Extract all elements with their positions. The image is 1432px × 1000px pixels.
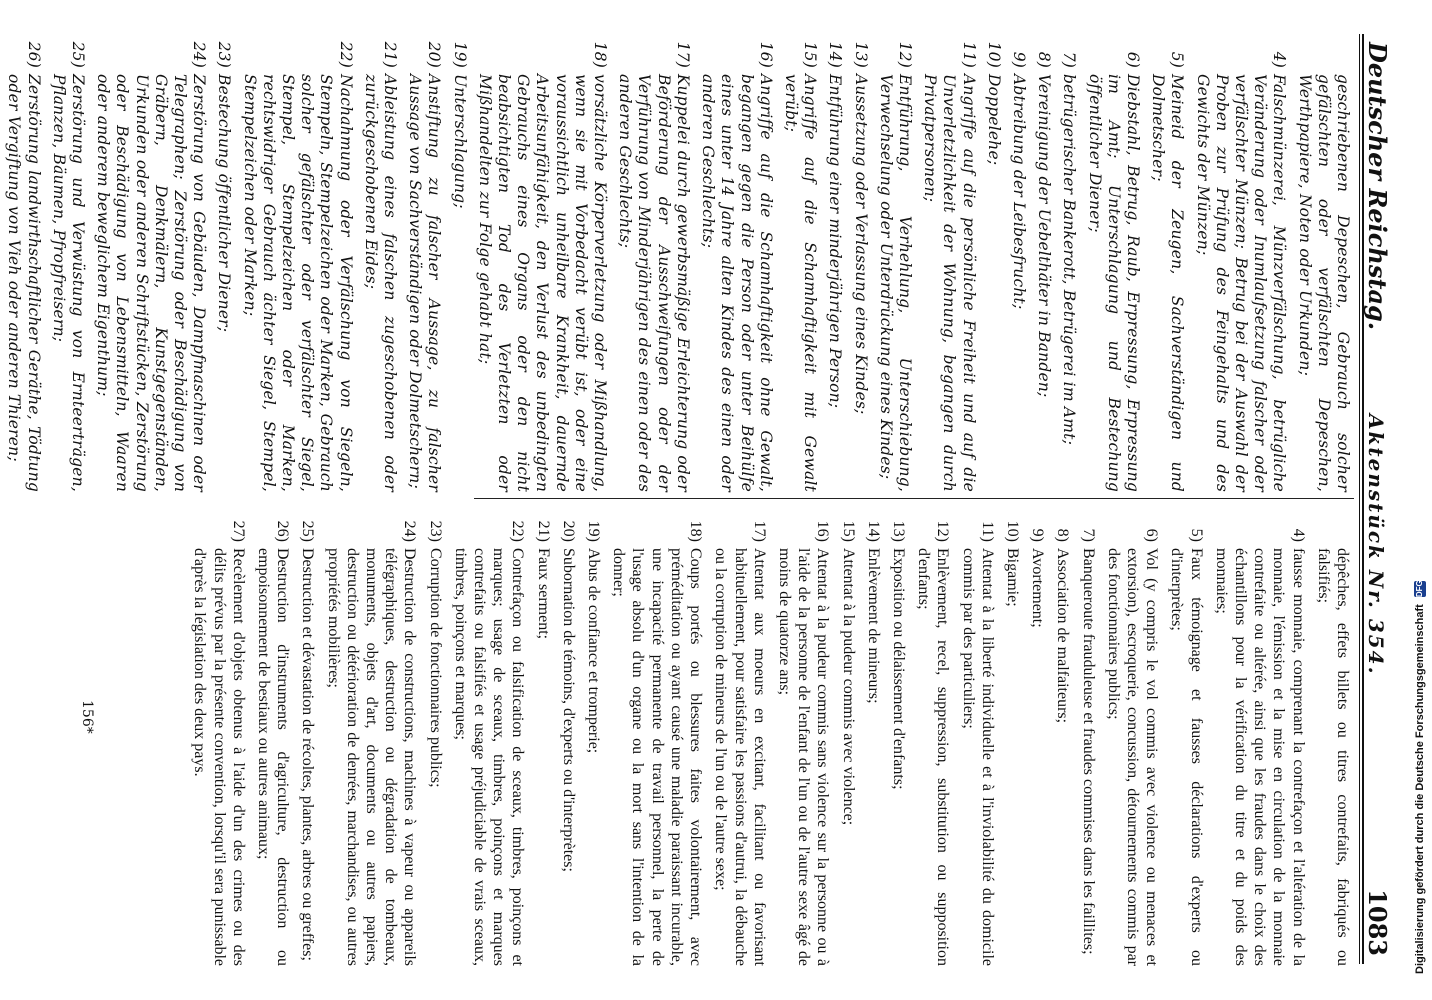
item-number: 23) [215, 41, 234, 68]
item-number: 20) [559, 520, 577, 542]
item-number: 11) [978, 521, 996, 542]
item-number: 6) [1123, 51, 1142, 68]
rotated-sheet [5, 0, 1400, 1000]
item-number: 4) [1270, 51, 1289, 68]
item-number: 19) [585, 520, 603, 542]
item-number: 19) [450, 41, 469, 68]
digitization-text: Digitalisierung gefördert durch die Deutsche Forschungsgemeinschaft [1414, 604, 1426, 974]
item-number: 18) [687, 520, 705, 542]
list-item [711, 514, 769, 966]
list-item [775, 514, 833, 966]
item-text: Abus de confiance et tromperie; [585, 548, 603, 754]
item-number: 17) [673, 41, 692, 68]
item-text: Contrefaçon ou falsification de sceaux, timbres, poinçons et marques; usage de sceaux, timbres, poinçons et marques contrefaits ou falsifiés et usage préjudiciable de vrais sceaux, timbres, poinçons et marques; [451, 548, 527, 966]
item-number: 9) [1009, 51, 1028, 68]
item-number: 12) [934, 520, 952, 542]
item-text: geschriebenen Depeschen, Gebrauch solcher gefälschten oder verfälschten Depeschen, Werthpapiere, Noten oder Urkunden; [1295, 74, 1352, 492]
item-number: 25) [299, 520, 317, 542]
item-text: Zerstörung landwirthschaftlicher Geräthe, Tödtung oder Vergiftung von Vieh oder anderen Thieren; [5, 74, 43, 492]
item-text: Diebstahl, Betrug, Raub, Erpressung, Erpressung im Amt; Unterschlagung und Bestechung öffentlicher Diener; [1085, 74, 1142, 492]
list-item [298, 514, 317, 966]
item-text: Bigamie; [1003, 548, 1021, 607]
item-number: 4) [1289, 528, 1307, 542]
list-item [838, 514, 857, 966]
list-item [49, 40, 87, 492]
list-item [239, 40, 354, 492]
item-number: 16) [814, 520, 832, 542]
french-column [184, 514, 1352, 966]
item-text: Aussetzung oder Verlassung eines Kindes; [851, 74, 870, 415]
item-text: Avortement; [1029, 548, 1047, 628]
list-item [361, 40, 399, 492]
list-item [475, 40, 609, 492]
header-page-number: 1083 [1363, 889, 1392, 956]
list-item [425, 514, 444, 966]
item-number: 15) [839, 520, 857, 542]
item-number: 21) [381, 41, 400, 68]
item-text: Vol (y compris le vol commis avec violence ou menaces et extorsion), escroquerie, concussion, détournements commis par des fonctionnaires publics; [1104, 548, 1161, 966]
item-text: Unterschlagung; [450, 74, 469, 209]
item-number: 22) [336, 41, 355, 68]
signature-mark: 156* [79, 700, 95, 734]
item-number: 8) [1054, 528, 1072, 542]
list-item [1028, 514, 1047, 966]
list-item [615, 40, 692, 492]
item-number: 21) [534, 520, 552, 542]
item-number: 14) [864, 520, 882, 542]
item-text: Destruction de constructions, machines à vapeur ou appareils télégraphiques, destruction ou dégradation de tombeaux, monuments, objets d'art, documents ou autres papiers, destruction ou détérioration de denrées, marchandises, ou autres propriétés mobilières; [324, 548, 419, 966]
item-number: 11) [959, 41, 978, 68]
list-item [1192, 40, 1288, 492]
item-number: 24) [401, 520, 419, 542]
dfg-logo-icon: DFG [1415, 580, 1425, 598]
item-number: 13) [889, 520, 907, 542]
page-header [1363, 34, 1394, 964]
header-rule [1362, 34, 1364, 964]
item-text: Falschmünzerei, Münzverfälschung, betrügliche Veränderung oder Inumlaufsetzung falscher oder verfälschter Münzen; Betrug bei der Auswahl der Proben zur Prüfung des Feingehalts und des Gewichts der Münzen; [1193, 74, 1289, 492]
list-item [190, 514, 248, 966]
item-number: 20) [425, 41, 444, 68]
item-number: 7) [1079, 528, 1097, 542]
item-text: Enlèvement de mineurs; [864, 548, 882, 704]
item-number: 23) [426, 520, 444, 542]
item-text: Angriffe auf die Schamhaftigkeit mit Gewalt verübt; [781, 74, 820, 492]
item-text: dépêches, effets billets ou titres contrefaits, fabriqués ou falsifiés; [1314, 548, 1351, 966]
item-text: Corruption de fonctionnaires publics; [426, 548, 444, 788]
list-item [1167, 514, 1205, 966]
item-number: 10) [984, 41, 1003, 68]
item-text: Zerstörung und Verwüstung von Ernteerträgen, Pflanzen, Bäumen, Pfropfreisern; [49, 74, 88, 492]
column-divider [474, 498, 1354, 499]
list-item [254, 514, 292, 966]
list-item [850, 40, 869, 492]
list-item [1059, 40, 1078, 492]
item-text: Attentat à la liberté individuelle et à l'inviolabilité du domicile commis par des particuliers; [959, 548, 996, 966]
item-text: Faux témoignage et fausses déclarations d'experts ou d'interprètes; [1168, 548, 1205, 966]
item-text: Association de malfaiteurs; [1054, 548, 1072, 724]
list-item [781, 40, 819, 492]
item-text: Doppelehe; [984, 74, 1003, 166]
item-number: 6) [1143, 528, 1161, 542]
item-text: vorsätzliche Körperverletzung oder Mißhandlung, wenn sie mit Vorbedacht verübt ist, oder eine voraussichtlich unheilbare Krankheit, dauernde Arbeitsunfähigkeit, den Verlust des unbedingten Gebrauchs eines Organs oder den nicht beabsichtigten Tod des Verletzten oder Mißhandelten zur Folge gehabt hat; [475, 74, 610, 492]
item-number: 25) [69, 41, 88, 68]
item-text: Entführung, Verhehlung, Unterschiebung, Verwechselung oder Unterdrückung eines Kindes; [876, 74, 914, 492]
item-number: 7) [1060, 51, 1079, 68]
list-item [1212, 514, 1308, 966]
list-item [984, 40, 1003, 492]
header-title: Deutscher Reichstag. [1363, 42, 1392, 331]
list-item [1078, 514, 1097, 966]
item-text: Zerstörung von Gebäuden, Dampfmaschinen oder Telegraphen; Zerstörung oder Beschädigung von Gräbern, Denkmälern, Kunstgegenständen, Urkunden oder anderen Schriftstücken, Zerstörung oder Beschädigung von Lebensmitteln, Waaren oder anderem beweglichem Eigenthum; [94, 74, 209, 492]
item-text: Meineid der Zeugen, Sachverständigen und Dolmetscher; [1149, 74, 1187, 492]
item-number: 26) [24, 41, 43, 68]
list-item [698, 40, 775, 492]
item-text: Bestechung öffentlicher Diener; [215, 74, 234, 333]
list-item [451, 514, 528, 966]
list-item [609, 514, 705, 966]
item-text: Kuppelei durch gewerbsmäßige Erleichterung oder Beförderung der Ausschweifungen oder der Verführung von Minderjährigen des einen oder des anderen Geschlechts; [616, 74, 692, 492]
list-item [1148, 40, 1186, 492]
list-item [449, 40, 468, 492]
item-text: Abtreibung der Leibesfrucht; [1009, 74, 1028, 310]
list-item [914, 514, 952, 966]
item-number: 15) [801, 41, 820, 68]
item-number: 27) [229, 520, 247, 542]
list-item [1034, 40, 1053, 492]
item-text: betrügerischer Bankerott, Betrügerei im Amt; [1060, 74, 1079, 446]
list-item [876, 40, 914, 492]
list-item [4, 40, 42, 492]
item-text: Anstiftung zu falscher Aussage, zu falscher Aussage von Sachverständigen oder Dolmetschern; [406, 74, 444, 492]
digitization-band [1412, 0, 1432, 1000]
list-item [533, 514, 552, 966]
list-item [1104, 514, 1162, 966]
item-number: 26) [274, 520, 292, 542]
item-number: 13) [851, 41, 870, 68]
item-number: 8) [1035, 51, 1054, 68]
item-text: fausse monnaie, comprenant la contrefaçon et l'altération de la monnaie, l'émission et la mise en circulation de la monnaie contrefaite ou altérée, ainsi que les fraudes dans le choix des échantillons pour la vérification du titre et du poids des monnaies; [1212, 548, 1307, 966]
item-number: 5) [1187, 528, 1205, 542]
list-item [1003, 514, 1022, 966]
item-number: 18) [591, 41, 610, 68]
item-text: Angriffe auf die persönliche Freiheit und auf die Unverletzlichkeit der Wohnung, begangen durch Privatpersonen; [921, 74, 978, 492]
item-text: Subornation de témoins, d'experts ou d'interprètes; [559, 548, 577, 872]
item-text: Attentat à la pudeur commis sans violence sur la personne ou à l'aide de la personne de l'enfant de l'un ou de l'autre sexe âgé de moins de quatorze ans; [775, 548, 832, 966]
list-item [1009, 40, 1028, 492]
item-text: Banqueroute frauduleuse et fraudes commises dans les faillites; [1079, 548, 1097, 955]
item-text: Destruction d'instruments d'agriculture, destruction ou empoisonnement de bestiaux ou autres animaux; [255, 548, 292, 966]
item-text: Coups portés ou blessures faites volontairement, avec préméditation ou ayant causé une maladie paraissant incurable, une incapacité permanente de travail personnel, la perte de l'usage absolu d'un organe ou la mort sans l'intention de la donner; [610, 548, 705, 966]
header-rule-thin [1359, 34, 1360, 964]
list-item [864, 514, 883, 966]
item-number: 17) [750, 520, 768, 542]
item-text: Ableistung eines falschen zugeschobenen oder zurückgeschobenen Eides; [361, 74, 400, 492]
item-number: 12) [895, 41, 914, 68]
item-text: Vereinigung der Uebelthäter in Banden; [1035, 74, 1054, 398]
item-text: Nachahmung oder Verfälschung von Siegeln, Stempeln, Stempelzeichen oder Marken, Gebrauch solcher gefälschter oder verfälschter Siegel, Stempel, Stempelzeichen oder Marken, rechtswidriger Gebrauch ächter Siegel, Stempel, Stempelzeichen oder Marken; [240, 74, 355, 492]
item-number: 22) [509, 520, 527, 542]
german-column [0, 40, 1352, 492]
item-text: Enlèvement, recel, suppression, substitution ou supposition d'enfants; [915, 548, 952, 966]
item-number: 24) [190, 41, 209, 68]
list-item [559, 514, 578, 966]
list-item [1314, 514, 1352, 966]
item-text: Exposition ou délaissement d'enfants; [889, 548, 907, 790]
list-item [323, 514, 419, 966]
item-text: Destruction et dévastation de récoltes, plantes, arbres ou greffes; [299, 548, 317, 961]
item-text: Attentat à la pudeur commis avec violence; [839, 548, 857, 826]
digitization-notice [1414, 0, 1432, 974]
item-number: 9) [1029, 528, 1047, 542]
list-item [958, 514, 996, 966]
header-document: Aktenstück Nr. 354. [1364, 414, 1388, 676]
item-text: Attentat aux moeurs en excitant, facilitant ou favorisant habituellement, pour satisfaire les passions d'autrui, la débauche ou la corruption de mineurs de l'un ou de l'autre sexe; [712, 548, 768, 966]
item-text: Faux serment; [534, 548, 552, 640]
list-item [889, 514, 908, 966]
list-item [1084, 40, 1142, 492]
list-item [214, 40, 233, 492]
item-number: 16) [756, 41, 775, 68]
list-item [584, 514, 603, 966]
list-item [1294, 40, 1352, 492]
list-item [825, 40, 844, 492]
list-item [1053, 514, 1072, 966]
item-number: 5) [1168, 51, 1187, 68]
item-text: Recèlement d'objets obtenus à l'aide d'un des crimes ou des délits prévus par la présente convention, lorsqu'il sera punissable d'après la législation des deux pays. [191, 548, 247, 966]
list-item [405, 40, 443, 492]
item-text: Entführung einer minderjährigen Person; [826, 74, 845, 409]
list-item [920, 40, 978, 492]
item-number: 10) [1003, 520, 1021, 542]
item-number: 14) [826, 41, 845, 68]
list-item [93, 40, 208, 492]
item-text: Angriffe auf die Schamhaftigkeit ohne Gewalt, begangen gegen die Person oder unter Beihülfe eines unter 14 Jahre alten Kindes des einen oder anderen Geschlechts; [699, 74, 775, 492]
